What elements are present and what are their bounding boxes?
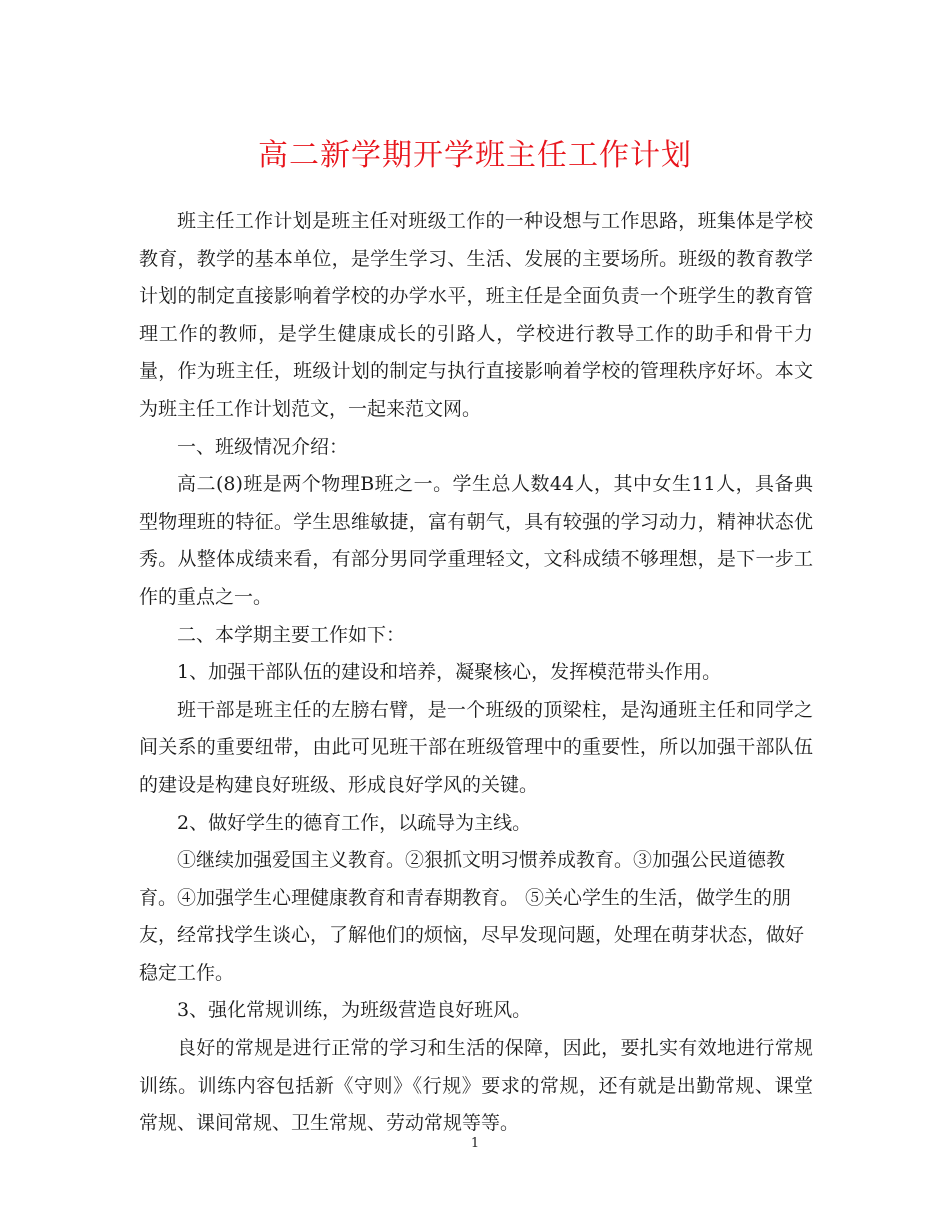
work-item-2-heading: 2、做好学生的德育工作，以疏导为主线。 [177,811,532,834]
work-item-2-paragraph: ①继续加强爱国主义教育。②狠抓文明习惯养成教育。③加强公民道德教育。④加强学生心理健康教育和青春期教育。 ⑤关心学生的生活，做学生的朋友，经常找学生谈心，了解他们的烦恼，尽早发现问题，处理在萌芽状态，做好稳定工作。 [139,849,805,984]
work-item-3-paragraph: 良好的常规是进行正常的学习和生活的保障，因此，要扎实有效地进行常规训练。训练内容包括新《守则》《行规》要求的常规，还有就是出勤常规、课堂常规、课间常规、卫生常规、劳动常规等等。 [139,1037,813,1135]
intro-paragraph: 班主任工作计划是班主任对班级工作的一种设想与工作思路，班集体是学校教育，教学的基本单位，是学生学习、生活、发展的主要场所。班级的教育教学计划的制定直接影响着学校的办学水平，班主任是全面负责一个班学生的教育管理工作的教师，是学生健康成长的引路人，学校进行教导工作的助手和骨干力量，作为班主任，班级计划的制定与执行直接影响着学校的管理秩序好坏。本文为班主任工作计划范文，一起来范文网。 [139,210,813,420]
work-item-1-heading: 1、加强干部队伍的建设和培养，凝聚核心，发挥模范带头作用。 [177,661,722,684]
document-body [139,203,813,1143]
work-item-3-heading: 3、强化常规训练，为班级营造良好班风。 [177,999,532,1022]
class-intro-paragraph: 高二(8)班是两个物理B班之一。学生总人数44人，其中女生11人，具备典型物理班的特征。学生思维敏捷，富有朝气，具有较强的学习动力，精神状态优秀。从整体成绩来看，有部分男同学重理轻文，文科成绩不够理想，是下一步工作的重点之一。 [139,473,813,608]
document-title: 高二新学期开学班主任工作计划 [258,138,692,173]
work-item-1-paragraph: 班干部是班主任的左膀右臂，是一个班级的顶梁柱，是沟通班主任和同学之间关系的重要纽带，由此可见班干部在班级管理中的重要性，所以加强干部队伍的建设是构建良好班级、形成良好学风的关键。 [139,698,813,796]
section-heading-main-work: 二、本学期主要工作如下： [177,623,406,646]
page-number: 1 [470,1136,480,1151]
section-heading-class-intro: 一、班级情况介绍： [177,435,349,458]
